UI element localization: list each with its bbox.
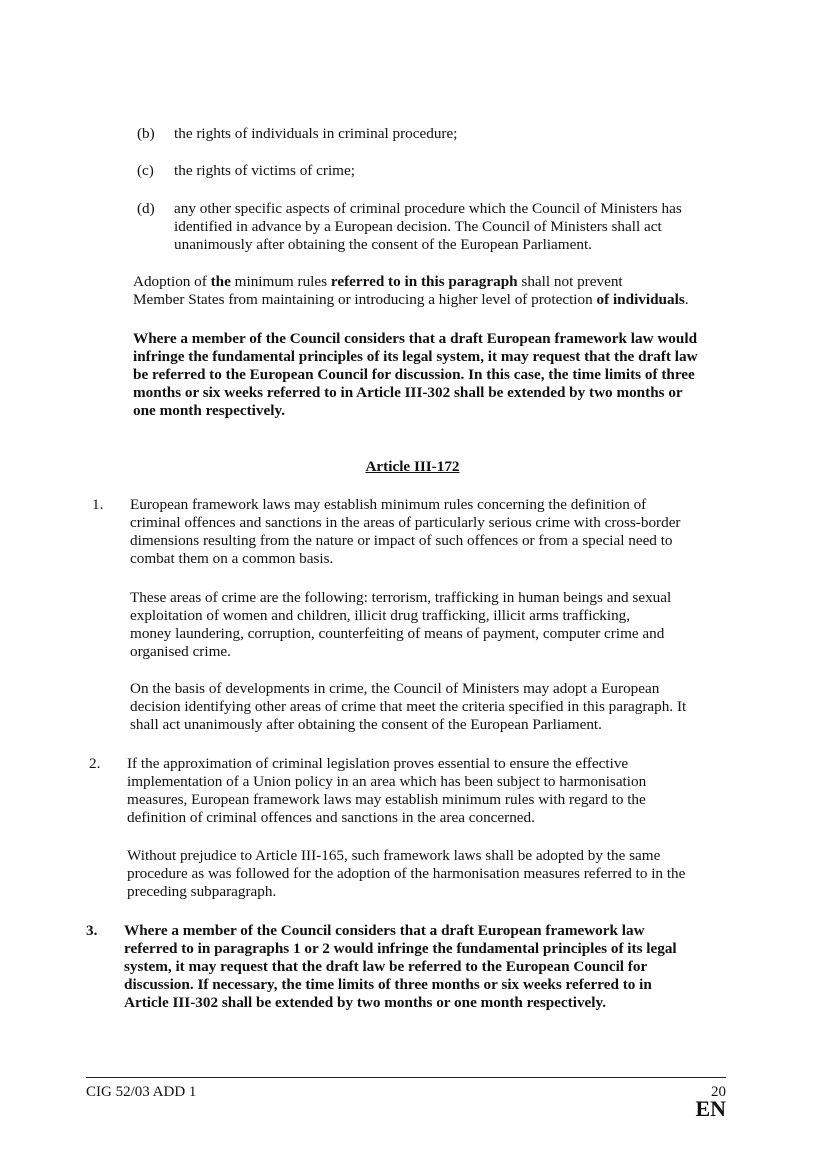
section-number: 3. (86, 922, 98, 939)
text-line: Without prejudice to Article III-165, such framework laws shall be adopted by the same (127, 847, 661, 864)
text-line: identified in advance by a European decision. The Council of Ministers shall act (174, 218, 662, 235)
text-run-bold: of individuals (596, 291, 685, 308)
list-label: (d) (137, 200, 155, 217)
text-line: Where a member of the Council considers that a draft European framework law would (133, 330, 698, 347)
text-line: These areas of crime are the following: terrorism, trafficking in human beings and sexual (130, 589, 672, 606)
section-1-paragraph-2 (130, 589, 740, 661)
section-number: 2. (89, 755, 101, 772)
text-line: be referred to the European Council for discussion. In this case, the time limits of three (133, 366, 695, 383)
text-line: measures, European framework laws may establish minimum rules with regard to the (127, 791, 646, 808)
text-line: one month respectively. (133, 402, 286, 419)
text-run: . (684, 291, 689, 308)
text-line: unanimously after obtaining the consent of the European Parliament. (174, 236, 592, 253)
text-line: referred to in paragraphs 1 or 2 would infringe the fundamental principles of its legal (124, 940, 677, 957)
text-line: Where a member of the Council considers that a draft European framework law (124, 922, 645, 939)
page-number: 20 (711, 1084, 726, 1100)
text-line: decision identifying other areas of crime that meet the criteria specified in this paragraph. It (130, 698, 687, 715)
text-line: preceding subparagraph. (127, 883, 277, 900)
section-2-paragraph-2 (127, 847, 737, 901)
section-1-paragraph-1 (130, 496, 740, 568)
text-line: exploitation of women and children, illicit drug trafficking, illicit arms trafficking, (130, 607, 631, 624)
text-line: system, it may request that the draft law be referred to the European Council for (124, 958, 648, 975)
article-title: Article III-172 (365, 458, 460, 475)
text-line: definition of criminal offences and sanctions in the area concerned. (127, 809, 535, 826)
text-run: minimum rules (230, 273, 331, 290)
text-run: Adoption of (133, 273, 211, 290)
text-line: implementation of a Union policy in an area which has been subject to harmonisation (127, 773, 647, 790)
text-line (133, 273, 743, 291)
text-line: months or six weeks referred to in Article III-302 shall be extended by two months or (133, 384, 683, 401)
text-line: criminal offences and sanctions in the areas of particularly serious crime with cross-border (130, 514, 681, 531)
text-line: any other specific aspects of criminal procedure which the Council of Ministers has (174, 200, 682, 217)
text-run-bold: the (210, 273, 231, 290)
section-3-paragraph (124, 922, 734, 1012)
text-line: shall act unanimously after obtaining the consent of the European Parliament. (130, 716, 602, 733)
text-line: organised crime. (130, 643, 231, 660)
list-label: (c) (137, 162, 154, 179)
section-number: 1. (92, 496, 104, 513)
list-text (174, 200, 744, 254)
list-text: the rights of victims of crime; (174, 162, 355, 179)
text-line: European framework laws may establish minimum rules concerning the definition of (130, 496, 647, 513)
text-line: discussion. If necessary, the time limits of three months or six weeks referred to in (124, 976, 652, 993)
text-line: If the approximation of criminal legislation proves essential to ensure the effective (127, 755, 629, 772)
text-line: Article III-302 shall be extended by two months or one month respectively. (124, 994, 607, 1011)
text-run-bold: referred to in this paragraph (330, 273, 518, 290)
language-code: EN (695, 1096, 726, 1121)
text-line: infringe the fundamental principles of its legal system, it may request that the draft law (133, 348, 698, 365)
list-text: the rights of individuals in criminal procedure; (174, 125, 458, 142)
text-line (133, 291, 743, 309)
text-line: procedure as was followed for the adoption of the harmonisation measures referred to in the (127, 865, 686, 882)
text-run: Member States from maintaining or introducing a higher level of protection (133, 291, 597, 308)
document-reference: CIG 52/03 ADD 1 (86, 1084, 197, 1100)
council-paragraph (133, 330, 743, 420)
text-run: shall not prevent (517, 273, 623, 290)
text-line: combat them on a common basis. (130, 550, 334, 567)
footer-divider (86, 1077, 726, 1078)
text-line: On the basis of developments in crime, the Council of Ministers may adopt a European (130, 680, 660, 697)
text-line: dimensions resulting from the nature or impact of such offences or from a special need to (130, 532, 673, 549)
section-1-paragraph-3 (130, 680, 740, 734)
adoption-paragraph (133, 273, 743, 309)
section-2-paragraph-1 (127, 755, 737, 827)
list-label: (b) (137, 125, 155, 142)
text-line: money laundering, corruption, counterfeiting of means of payment, computer crime and (130, 625, 665, 642)
